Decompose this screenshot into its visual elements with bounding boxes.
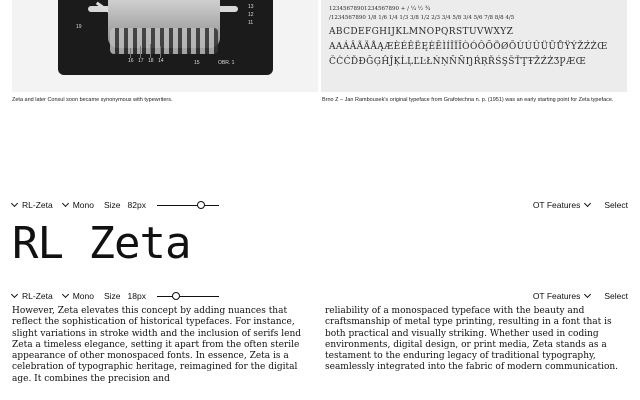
size-value: 82px: [127, 200, 146, 210]
callout-number: 18: [148, 58, 154, 64]
callout-number: 16: [128, 58, 134, 64]
size-label: Size: [103, 200, 121, 210]
preview-text-column-right[interactable]: reliability of a monospaced typeface with the beauty and craftsmanship of metal type printing, resulting in a font that is both practical and visually striking. Whether used in coding environments, digital design, or print media, Zeta stands as a testament to the enduring legacy of traditional typography, seamlessly integrated into the fabric of modern communication.: [325, 306, 619, 373]
chevron-down-icon: [584, 200, 591, 207]
select-button[interactable]: Select: [604, 200, 628, 210]
plate-label: OBR. 1: [218, 60, 235, 66]
font-family-label: RL-Zeta: [22, 291, 53, 301]
select-button[interactable]: Select: [604, 291, 628, 301]
size-slider[interactable]: [157, 199, 219, 211]
callout-number: 12: [248, 12, 254, 18]
font-family-dropdown[interactable]: [12, 200, 53, 210]
callout-line: [150, 44, 151, 58]
size-slider[interactable]: [157, 290, 219, 302]
font-toolbar-small: [12, 290, 628, 302]
specimen-line: ABCDEFGHIJKLMNOPQRSTUVWXYZ: [329, 27, 514, 37]
chevron-down-icon: [584, 291, 591, 298]
font-toolbar-large: [12, 199, 628, 211]
font-style-dropdown[interactable]: [63, 291, 94, 301]
typewriter-figure: [12, 0, 318, 92]
callout-line: [130, 48, 131, 58]
typewriter-keyboard: [110, 28, 218, 54]
chevron-down-icon: [62, 200, 69, 207]
callout-line: [160, 46, 161, 58]
font-preview-title[interactable]: RL Zeta: [12, 218, 191, 269]
callout-number: 19: [76, 24, 82, 30]
specimen-line: ČĊĆĎĐĞĢĤĴĶĹĻĽĿŁŃŅŇÑŊŔŖŘŚŞŠŤŢŦŽŹŻƷǷÆŒ: [329, 57, 587, 67]
specimen-line: 12345678901234567890 + / ¼ ½ ¾: [329, 6, 431, 12]
callout-number: 13: [248, 4, 254, 10]
font-style-label: Mono: [72, 200, 94, 210]
slider-track: [157, 296, 219, 297]
font-family-dropdown[interactable]: [12, 291, 53, 301]
ot-features-dropdown[interactable]: [533, 291, 593, 301]
chevron-down-icon: [62, 291, 69, 298]
ot-features-dropdown[interactable]: [533, 200, 593, 210]
ot-features-label: OT Features: [532, 291, 581, 301]
font-style-dropdown[interactable]: [63, 200, 94, 210]
specimen-line: AAÁÂÃÄÅĄÆÈÉÊËĘĖĒÌÍÎÏĪÒÓÔÕÖØŌÙÚÛÜŪŮŸÝŽŹŻŒ: [329, 42, 608, 52]
ot-features-label: OT Features: [532, 200, 581, 210]
slider-track: [157, 205, 219, 206]
size-label: Size: [103, 291, 121, 301]
font-family-label: RL-Zeta: [22, 200, 53, 210]
font-style-label: Mono: [72, 291, 94, 301]
chevron-down-icon: [11, 291, 18, 298]
callout-number: 17: [138, 58, 144, 64]
slider-handle[interactable]: [172, 292, 180, 300]
preview-text-column-left[interactable]: However, Zeta elevates this concept by adding nuances that reflect the sophistication of historical typefaces. For instance, slight variations in stroke width and the inclusion of serifs lend Zeta a timeless elegance, setting it apart from the often sterile appearance of other monospaced fonts. In essence, Zeta is a celebration of typographic heritage, reimagined for the digital age. It combines the precision and: [12, 306, 302, 384]
typewriter-photo: [58, 0, 273, 75]
typeface-specimen-figure: [321, 0, 627, 92]
callout-number: 11: [248, 20, 254, 26]
slider-handle[interactable]: [197, 201, 205, 209]
size-value: 18px: [127, 291, 146, 301]
specimen-line: /1234567890 1/8 1/6 1/4 1/3 3/8 1/2 2/3 3/4 5/8 3/4 5/6 7/8 8/8 4/5: [329, 15, 515, 21]
callout-line: [140, 46, 141, 58]
figure-caption-right: Brno Z – Jan Rambousek's original typeface from Grafotechna n. p. (1951) was an early starting point for Zeta typeface.: [322, 97, 614, 103]
figure-caption-left: Zeta and later Consul soon became synonymous with typewriters.: [12, 97, 173, 103]
callout-number: 14: [158, 58, 164, 64]
callout-number: 15: [194, 60, 200, 66]
chevron-down-icon: [11, 200, 18, 207]
